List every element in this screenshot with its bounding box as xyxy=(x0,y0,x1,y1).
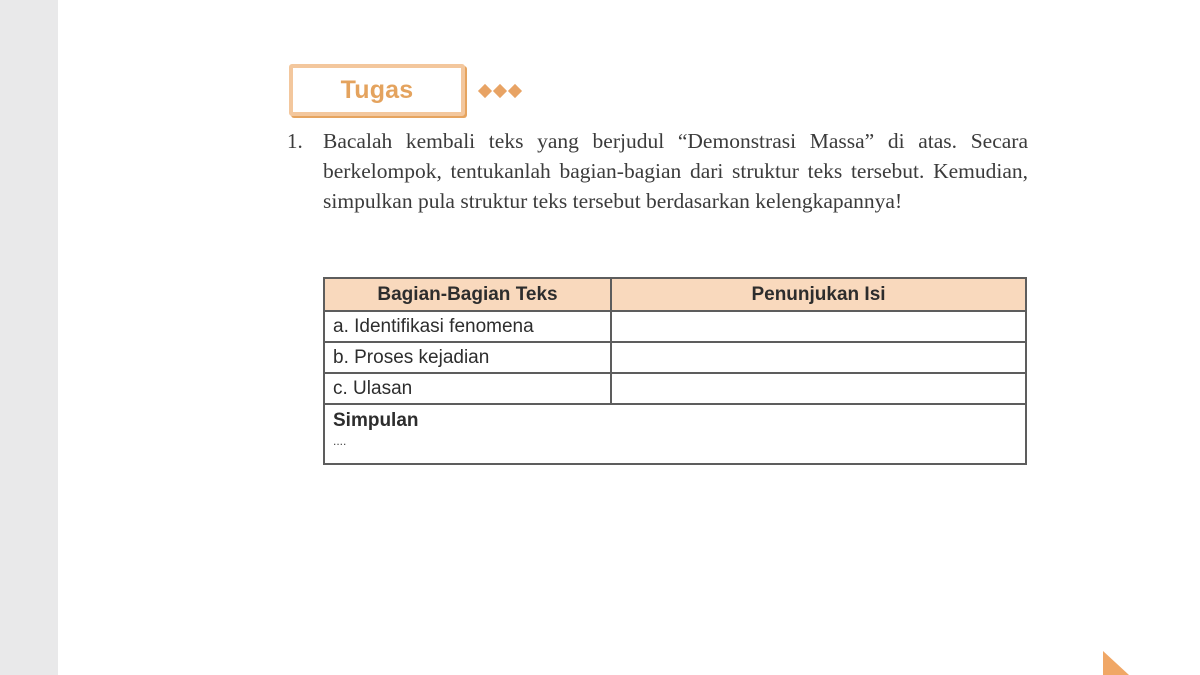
row-content-cell xyxy=(611,373,1026,404)
summary-row xyxy=(324,404,1026,464)
table-row xyxy=(324,311,1026,342)
page-corner-marker xyxy=(1103,651,1129,675)
structure-table xyxy=(323,277,1027,465)
task-number: 1. xyxy=(287,129,303,153)
task-header-box xyxy=(289,64,465,116)
decorative-diamonds xyxy=(480,86,520,96)
table-row xyxy=(324,342,1026,373)
row-content-cell xyxy=(611,342,1026,373)
summary-label: Simpulan xyxy=(333,410,419,431)
row-part-label: c. Ulasan xyxy=(324,373,611,404)
task-header-label: Tugas xyxy=(340,75,414,104)
task-instruction: Bacalah kembali teks yang berjudul “Demonstrasi Massa” di atas. Secara berkelompok, tentukanlah bagian-bagian dari struktur teks tersebut. Kemudian, simpulkan pula struktur teks tersebut berdasarkan kelengkapannya! xyxy=(323,129,1028,213)
summary-cell xyxy=(324,404,1026,464)
diamond-icon xyxy=(508,84,522,98)
diamond-icon xyxy=(493,84,507,98)
table-row xyxy=(324,373,1026,404)
row-part-label: b. Proses kejadian xyxy=(324,342,611,373)
row-content-cell xyxy=(611,311,1026,342)
row-part-label: a. Identifikasi fenomena xyxy=(324,311,611,342)
header-parts: Bagian-Bagian Teks xyxy=(324,278,611,311)
header-content: Penunjukan Isi xyxy=(611,278,1026,311)
diamond-icon xyxy=(478,84,492,98)
table-header-row xyxy=(324,278,1026,311)
summary-placeholder: .... xyxy=(333,434,347,448)
